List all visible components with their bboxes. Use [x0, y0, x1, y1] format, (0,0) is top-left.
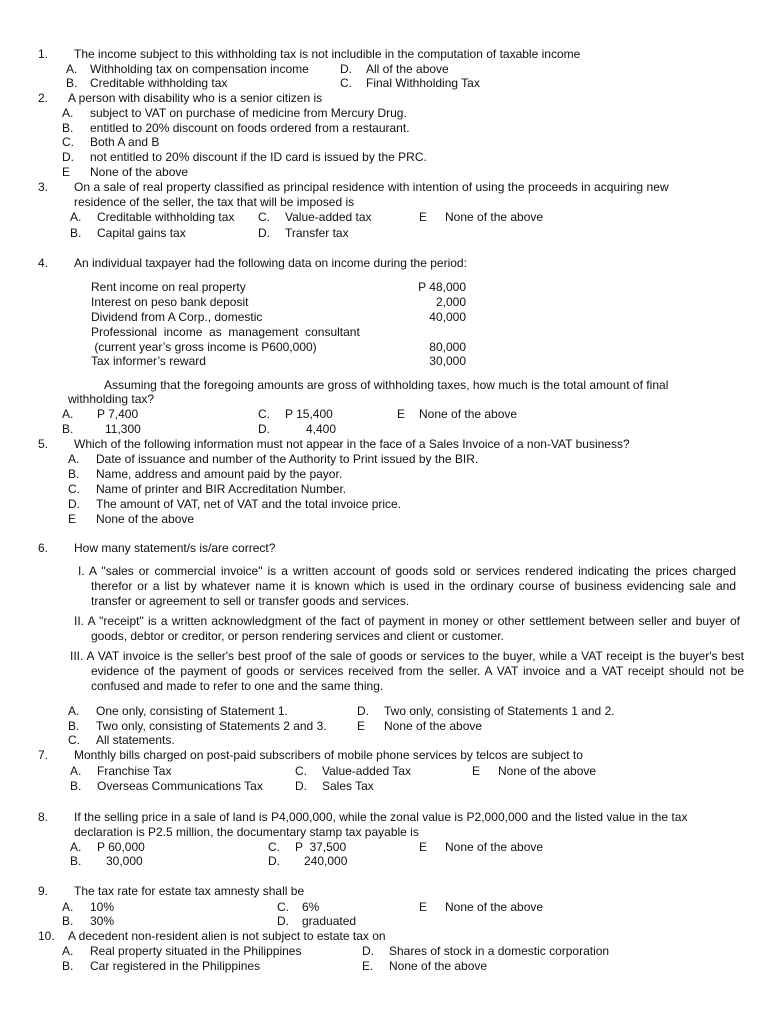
income-label: Dividend from A Corp., domestic [91, 310, 263, 324]
option-letter: E [472, 764, 481, 778]
option-text: The amount of VAT, net of VAT and the total invoice price. [96, 497, 402, 511]
question-number: 7. [38, 748, 49, 762]
option-text: Shares of stock in a domestic corporation [389, 944, 610, 958]
option-text: P 7,400 [97, 407, 139, 421]
option-text: Overseas Communications Tax [97, 779, 263, 793]
option-letter: D. [258, 422, 270, 436]
option-letter: B. [68, 719, 80, 733]
option-text: graduated [302, 914, 357, 928]
option-letter: A. [66, 62, 78, 76]
option-letter: A. [70, 210, 82, 224]
option-letter: B. [70, 226, 82, 240]
option-letter: D. [295, 779, 307, 793]
income-amount: 40,000 [429, 310, 466, 324]
option-letter: C. [340, 76, 352, 90]
question-number: 9. [38, 884, 49, 898]
option-letter: D. [68, 497, 80, 511]
question-text: Assuming that the foregoing amounts are gross of withholding taxes, how much is the total amount of final [104, 378, 669, 392]
option-letter: D. [277, 914, 289, 928]
option-text: Name, address and amount paid by the payor. [96, 467, 343, 481]
option-text: None of the above [90, 165, 189, 179]
option-letter: B. [66, 76, 78, 90]
option-letter: C. [68, 482, 80, 496]
option-text: Two only, consisting of Statements 1 and 2. [384, 704, 615, 718]
option-text: Creditable withholding tax [97, 210, 235, 224]
option-letter: A. [70, 764, 82, 778]
income-label: Tax informer’s reward [91, 354, 206, 368]
question-text: If the selling price in a sale of land is P4,000,000, while the zonal value is P2,000,000 and the listed value in the tax [74, 810, 688, 824]
option-text: 10% [90, 900, 115, 914]
option-text: 30,000 [106, 854, 143, 868]
income-label: Interest on peso bank deposit [91, 295, 249, 309]
option-text: None of the above [445, 840, 544, 854]
option-text: Withholding tax on compensation income [90, 62, 309, 76]
question-text: residence of the seller, the tax that will be imposed is [74, 195, 355, 209]
option-letter: D. [62, 150, 74, 164]
option-text: Car registered in the Philippines [90, 959, 261, 973]
question-text: Which of the following information must not appear in the face of a Sales Invoice of a non-VAT business? [74, 437, 630, 451]
option-text: None of the above [498, 764, 597, 778]
option-letter: C. [277, 900, 289, 914]
option-text: entitled to 20% discount on foods ordered from a restaurant. [90, 121, 410, 135]
option-text: Capital gains tax [97, 226, 186, 240]
option-letter: B. [62, 959, 74, 973]
option-letter: E [68, 512, 77, 526]
option-text: Sales Tax [322, 779, 374, 793]
option-letter: B. [70, 854, 82, 868]
option-text: None of the above [384, 719, 483, 733]
question-text: The tax rate for estate tax amnesty shall be [74, 884, 305, 898]
income-amount: 30,000 [429, 354, 466, 368]
option-letter: D. [362, 944, 374, 958]
option-letter: A. [62, 106, 74, 120]
option-text: 11,300 [105, 422, 141, 436]
option-text: None of the above [445, 900, 544, 914]
option-letter: E [397, 407, 406, 421]
option-text: Both A and B [90, 135, 160, 149]
question-text: The income subject to this withholding tax is not includible in the computation of taxable income [74, 47, 581, 61]
question-number: 5. [38, 437, 49, 451]
income-amount: 80,000 [429, 340, 466, 354]
option-text: None of the above [96, 512, 195, 526]
option-text: Transfer tax [285, 226, 349, 240]
option-text: Creditable withholding tax [90, 76, 228, 90]
option-letter: B. [62, 914, 74, 928]
statement-2: II. A "receipt" is a written acknowledgment of the fact of payment in money or other settlement between seller and buyer of goods, debtor or creditor, or person rendering services and client or customer. [74, 614, 740, 643]
option-letter: A. [62, 944, 74, 958]
option-letter: C. [295, 764, 307, 778]
option-text: Name of printer and BIR Accreditation Number. [96, 482, 347, 496]
option-text: 6% [302, 900, 320, 914]
option-text: Date of issuance and number of the Authority to Print issued by the BIR. [96, 452, 479, 466]
question-text: A decedent non-resident alien is not subject to estate tax on [68, 929, 386, 943]
income-label: (current year’s gross income is P600,000) [91, 340, 317, 354]
option-text: One only, consisting of Statement 1. [96, 704, 288, 718]
option-letter: D. [268, 854, 280, 868]
question-text: withholding tax? [68, 392, 155, 406]
option-letter: B. [62, 121, 74, 135]
option-text: Value-added tax [285, 210, 372, 224]
option-text: Real property situated in the Philippines [90, 944, 302, 958]
option-text: subject to VAT on purchase of medicine from Mercury Drug. [90, 106, 407, 120]
question-number: 3. [38, 180, 49, 194]
question-text: A person with disability who is a senior citizen is [68, 91, 323, 105]
option-letter: D. [340, 62, 352, 76]
option-text: Value-added Tax [322, 764, 411, 778]
option-text: P 37,500 [295, 840, 347, 854]
option-text: None of the above [389, 959, 488, 973]
option-letter: E [419, 840, 428, 854]
option-letter: D. [357, 704, 369, 718]
question-text: An individual taxpayer had the following data on income during the period: [74, 256, 467, 270]
option-text: 4,400 [306, 422, 337, 436]
income-label: Professional income as management consultant [91, 325, 360, 339]
option-text: 30% [90, 914, 115, 928]
option-text: Final Withholding Tax [366, 76, 480, 90]
question-text: On a sale of real property classified as principal residence with intention of using the proceeds in acquiring new [74, 180, 669, 194]
option-text: None of the above [445, 210, 544, 224]
option-letter: A. [68, 452, 80, 466]
option-text: 240,000 [304, 854, 348, 868]
income-amount: 2,000 [435, 295, 466, 309]
option-text: not entitled to 20% discount if the ID card is issued by the PRC. [90, 150, 427, 164]
question-text: Monthly bills charged on post-paid subscribers of mobile phone services by telcos are subject to [74, 748, 583, 762]
question-number: 10. [38, 929, 55, 943]
question-number: 1. [38, 47, 49, 61]
option-letter: B. [68, 467, 80, 481]
option-letter: E [62, 165, 71, 179]
option-letter: C. [62, 135, 74, 149]
option-letter: E. [362, 959, 374, 973]
option-letter: C. [258, 210, 270, 224]
option-letter: C. [258, 407, 270, 421]
option-text: Two only, consisting of Statements 2 and 3. [96, 719, 327, 733]
statement-1: I. A "sales or commercial invoice" is a written account of goods sold or services rendered indicating the prices charged therefor or a list by whatever name it is known which is used in the ordinary course of business evidencing sale and transfer or agreement to sell or transfer goods and services. [78, 564, 736, 608]
option-letter: C. [68, 733, 80, 747]
question-text: declaration is P2.5 million, the documentary stamp tax payable is [74, 825, 419, 839]
option-letter: E [357, 719, 366, 733]
option-letter: B. [70, 779, 82, 793]
income-label: Rent income on real property [91, 280, 246, 294]
option-letter: A. [70, 840, 82, 854]
question-text: How many statement/s is/are correct? [74, 541, 276, 555]
question-number: 4. [38, 256, 49, 270]
option-letter: A. [62, 900, 74, 914]
statement-3: III. A VAT invoice is the seller's best proof of the sale of goods or services to the buyer, while a VAT receipt is the buyer's best evidence of the payment of goods or services received from the seller. A VAT invoice and a VAT receipt should not be confused and made to refer to one and the same thing. [70, 649, 744, 693]
option-letter: E [419, 900, 428, 914]
option-text: P 60,000 [97, 840, 145, 854]
question-number: 6. [38, 541, 49, 555]
option-text: Franchise Tax [97, 764, 172, 778]
option-letter: D. [258, 226, 270, 240]
question-number: 8. [38, 810, 49, 824]
option-text: All of the above [366, 62, 449, 76]
option-letter: C. [268, 840, 280, 854]
option-letter: A. [68, 704, 80, 718]
question-number: 2. [38, 91, 49, 105]
option-text: All statements. [96, 733, 175, 747]
option-text: None of the above [419, 407, 518, 421]
option-letter: B. [62, 422, 74, 436]
option-text: P 15,400 [285, 407, 333, 421]
option-letter: A. [62, 407, 74, 421]
option-letter: E [419, 210, 428, 224]
income-amount: P 48,000 [418, 280, 466, 294]
